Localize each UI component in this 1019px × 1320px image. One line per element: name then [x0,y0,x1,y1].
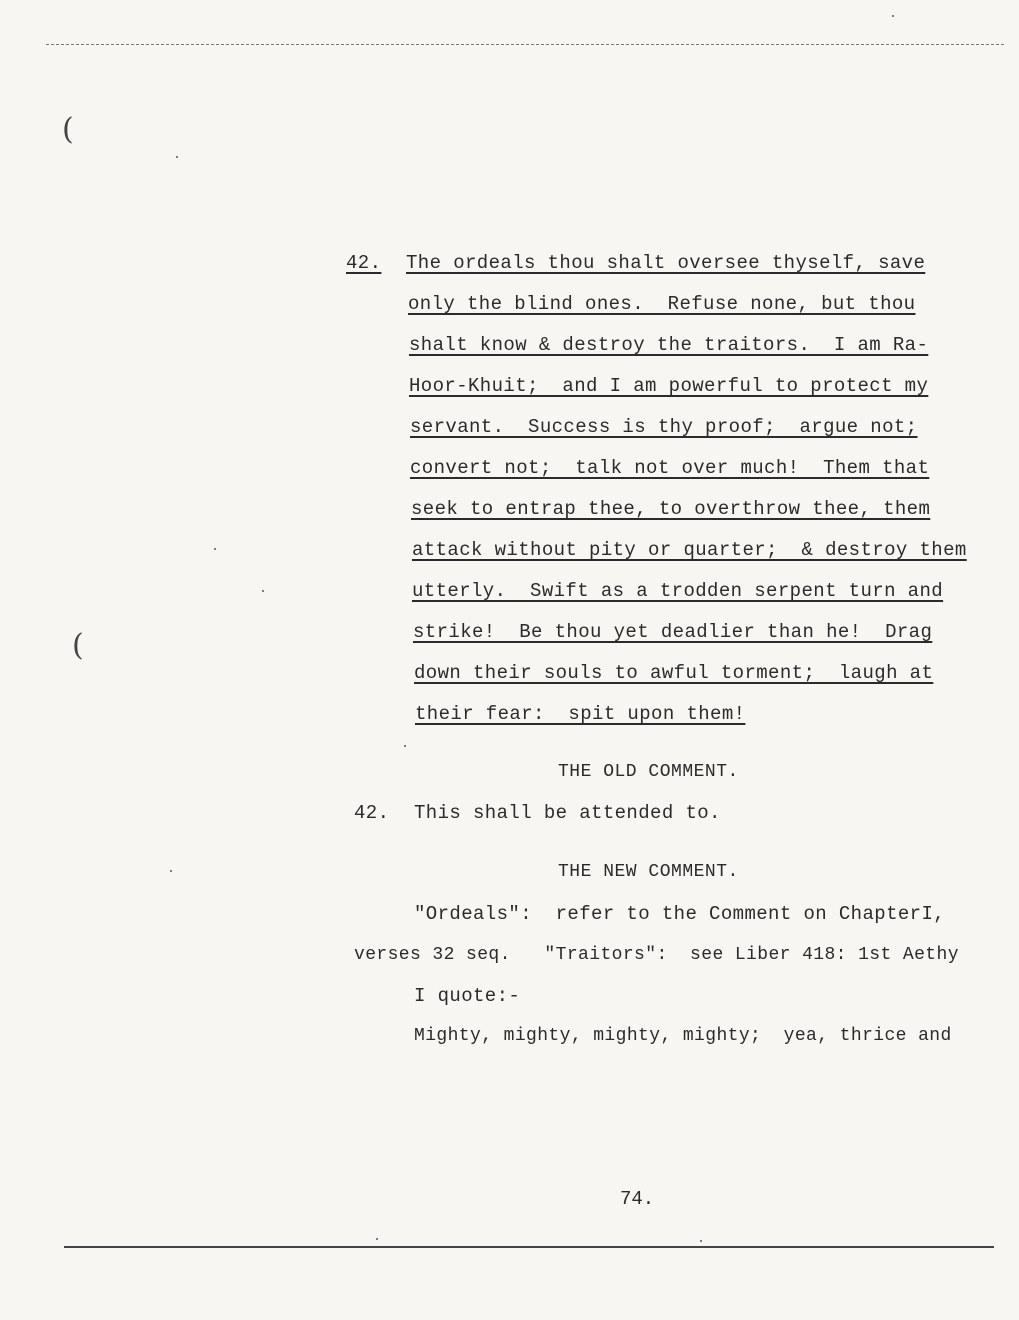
scan-speck [176,156,178,158]
new-comment-line: "Ordeals": refer to the Comment on ChapterI, [414,903,946,925]
margin-mark: ( [72,628,84,663]
scan-speck [404,745,406,747]
verse-line: only the blind ones. Refuse none, but thou [408,293,916,315]
scan-edge-top [46,44,1004,45]
scan-speck [214,548,216,550]
new-comment-line: I quote:- [414,985,521,1007]
verse-number: 42. [346,252,382,274]
scan-speck [170,870,172,872]
verse-line: attack without pity or quarter; & destroy them [412,539,967,561]
old-comment-text: This shall be attended to. [414,802,721,824]
verse-line: shalt know & destroy the traitors. I am Ra- [409,334,929,356]
old-comment-number: 42. [354,802,390,824]
verse-line: The ordeals thou shalt oversee thyself, save [406,252,926,274]
old-comment-heading: THE OLD COMMENT. [558,762,739,782]
verse-line: their fear: spit upon them! [415,703,746,725]
new-comment-heading: THE NEW COMMENT. [558,862,739,882]
verse-line: seek to entrap thee, to overthrow thee, them [411,498,931,520]
scan-speck [892,15,894,17]
scan-speck [700,1240,702,1242]
new-comment-line: verses 32 seq. "Traitors": see Liber 418: 1st Aethy [354,945,959,965]
page-number: 74. [620,1188,655,1210]
verse-line: Hoor-Khuit; and I am powerful to protect my [409,375,929,397]
margin-mark: ( [62,112,74,147]
scan-speck [262,590,264,592]
scan-speck [376,1238,378,1240]
verse-line: servant. Success is thy proof; argue not; [410,416,918,438]
scan-edge-bottom [64,1246,994,1248]
verse-line: down their souls to awful torment; laugh at [414,662,934,684]
verse-line: convert not; talk not over much! Them that [410,457,930,479]
verse-line: strike! Be thou yet deadlier than he! Drag [413,621,933,643]
verse-line: utterly. Swift as a trodden serpent turn and [412,580,944,602]
new-comment-line: Mighty, mighty, mighty, mighty; yea, thrice and [414,1026,952,1046]
